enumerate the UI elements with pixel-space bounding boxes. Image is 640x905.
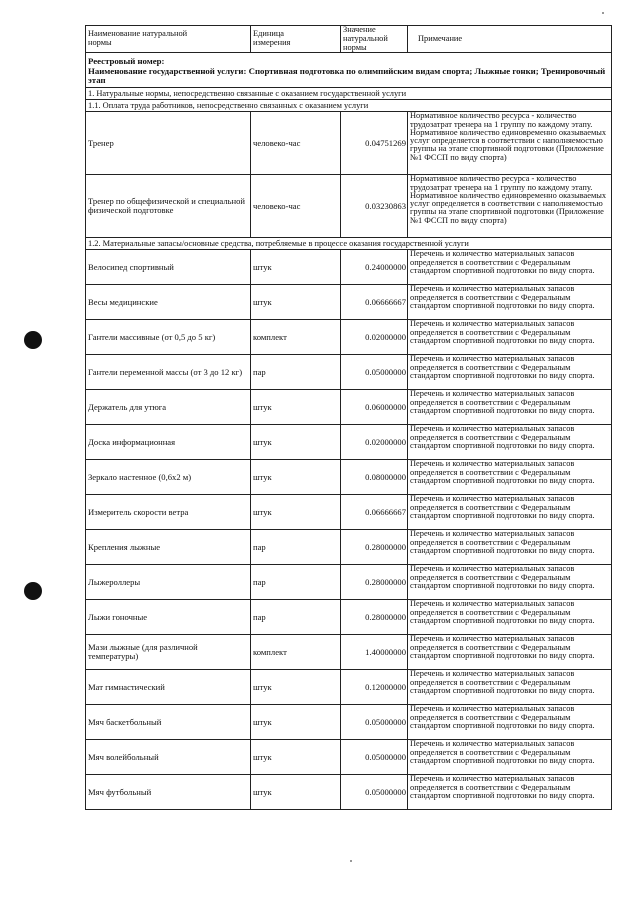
- table-row: [86, 775, 612, 810]
- row-unit: штук: [251, 670, 341, 705]
- header-value: Значение натуральной нормы: [341, 26, 408, 53]
- row-value: 0.03230863: [341, 175, 408, 238]
- table-row: [86, 705, 612, 740]
- row-note: Перечень и количество материальных запасов определяется в соответствии с Федеральным стандартом спортивной подготовки по виду спорта.: [408, 250, 612, 285]
- row-note: Перечень и количество материальных запасов определяется в соответствии с Федеральным стандартом спортивной подготовки по виду спорта.: [408, 635, 612, 670]
- row-value: 0.06000000: [341, 390, 408, 425]
- registry-number: Реестровый номер:: [88, 56, 165, 67]
- row-unit: человеко-час: [251, 175, 341, 238]
- row-value: 0.05000000: [341, 355, 408, 390]
- row-value: 1.40000000: [341, 635, 408, 670]
- norms-document: [85, 25, 611, 810]
- row-value: 0.08000000: [341, 460, 408, 495]
- table-row: [86, 355, 612, 390]
- scan-speck: [602, 12, 604, 14]
- header-name: Наименование натуральной нормы: [86, 26, 251, 53]
- row-name: Тренер: [86, 112, 251, 175]
- row-name: Велосипед спортивный: [86, 250, 251, 285]
- row-note: Перечень и количество материальных запасов определяется в соответствии с Федеральным стандартом спортивной подготовки по виду спорта.: [408, 705, 612, 740]
- row-name: Лыжи гоночные: [86, 600, 251, 635]
- table-row: [86, 425, 612, 460]
- row-unit: комплект: [251, 320, 341, 355]
- row-unit: пар: [251, 355, 341, 390]
- header-unit: Единица измерения: [251, 26, 341, 53]
- row-unit: штук: [251, 250, 341, 285]
- row-note: Перечень и количество материальных запасов определяется в соответствии с Федеральным стандартом спортивной подготовки по виду спорта.: [408, 740, 612, 775]
- row-value: 0.06666667: [341, 495, 408, 530]
- row-note: Перечень и количество материальных запасов определяется в соответствии с Федеральным стандартом спортивной подготовки по виду спорта.: [408, 530, 612, 565]
- norms-table: [85, 25, 612, 810]
- row-value: 0.05000000: [341, 705, 408, 740]
- row-note: Перечень и количество материальных запасов определяется в соответствии с Федеральным стандартом спортивной подготовки по виду спорта.: [408, 460, 612, 495]
- table-row: [86, 460, 612, 495]
- row-note: Перечень и количество материальных запасов определяется в соответствии с Федеральным стандартом спортивной подготовки по виду спорта.: [408, 600, 612, 635]
- row-note: Перечень и количество материальных запасов определяется в соответствии с Федеральным стандартом спортивной подготовки по виду спорта.: [408, 285, 612, 320]
- row-unit: комплект: [251, 635, 341, 670]
- row-name: Доска информационная: [86, 425, 251, 460]
- table-row: [86, 600, 612, 635]
- row-name: Мяч баскетбольный: [86, 705, 251, 740]
- table-header-row: [86, 26, 612, 53]
- row-value: 0.28000000: [341, 565, 408, 600]
- row-unit: штук: [251, 460, 341, 495]
- row-unit: штук: [251, 425, 341, 460]
- row-unit: штук: [251, 775, 341, 810]
- section-1-title: 1. Натуральные нормы, непосредственно связанные с оказанием государственной услуги: [86, 88, 612, 100]
- row-name: Гантели массивные (от 0,5 до 5 кг): [86, 320, 251, 355]
- table-row: [86, 495, 612, 530]
- row-unit: штук: [251, 495, 341, 530]
- row-name: Мази лыжные (для различной температуры): [86, 635, 251, 670]
- scan-speck: [350, 860, 352, 862]
- row-note: Перечень и количество материальных запасов определяется в соответствии с Федеральным стандартом спортивной подготовки по виду спорта.: [408, 495, 612, 530]
- table-row: [86, 285, 612, 320]
- section-row: [86, 238, 612, 250]
- header-note: Примечание: [408, 26, 612, 53]
- row-name: Лыжероллеры: [86, 565, 251, 600]
- row-note: Перечень и количество материальных запасов определяется в соответствии с Федеральным стандартом спортивной подготовки по виду спорта.: [408, 355, 612, 390]
- row-note: Перечень и количество материальных запасов определяется в соответствии с Федеральным стандартом спортивной подготовки по виду спорта.: [408, 565, 612, 600]
- row-unit: штук: [251, 740, 341, 775]
- table-row: [86, 635, 612, 670]
- row-note: Перечень и количество материальных запасов определяется в соответствии с Федеральным стандартом спортивной подготовки по виду спорта.: [408, 390, 612, 425]
- row-value: 0.06666667: [341, 285, 408, 320]
- row-value: 0.02000000: [341, 425, 408, 460]
- row-value: 0.05000000: [341, 740, 408, 775]
- row-name: Держатель для утюга: [86, 390, 251, 425]
- table-row: [86, 390, 612, 425]
- row-name: Мат гимнастический: [86, 670, 251, 705]
- registry-cell: [86, 53, 612, 88]
- row-note: Перечень и количество материальных запасов определяется в соответствии с Федеральным стандартом спортивной подготовки по виду спорта.: [408, 775, 612, 810]
- service-name: Наименование государственной услуги: Спортивная подготовка по олимпийским видам спорта; Лыжные гонки; Тренировочный этап: [88, 65, 606, 85]
- section-1-2-title: 1.2. Материальные запасы/основные средства, потребляемые в процессе оказания государственной услуги: [86, 238, 612, 250]
- section-1-1-title: 1.1. Оплата труда работников, непосредственно связанных с оказанием услуги: [86, 100, 612, 112]
- row-note: Нормативное количество ресурса - количество трудозатрат тренера на 1 группу по каждому этапу. Нормативное количество единовременно оказываемых услуг определяется в соответствии с наполняемостью группы на этапе спортивной подготовки (Приложение №1 ФССП по виду спорта): [408, 175, 612, 238]
- row-name: Мяч футбольный: [86, 775, 251, 810]
- row-value: 0.05000000: [341, 775, 408, 810]
- row-unit: пар: [251, 530, 341, 565]
- row-value: 0.28000000: [341, 600, 408, 635]
- row-unit: пар: [251, 565, 341, 600]
- section-row: [86, 88, 612, 100]
- row-note: Перечень и количество материальных запасов определяется в соответствии с Федеральным стандартом спортивной подготовки по виду спорта.: [408, 320, 612, 355]
- punch-hole-lower: [24, 582, 42, 600]
- row-value: 0.12000000: [341, 670, 408, 705]
- row-value: 0.28000000: [341, 530, 408, 565]
- row-note: Перечень и количество материальных запасов определяется в соответствии с Федеральным стандартом спортивной подготовки по виду спорта.: [408, 670, 612, 705]
- table-row: [86, 320, 612, 355]
- row-value: 0.24000000: [341, 250, 408, 285]
- row-unit: штук: [251, 390, 341, 425]
- row-name: Гантели переменной массы (от 3 до 12 кг): [86, 355, 251, 390]
- row-value: 0.02000000: [341, 320, 408, 355]
- row-unit: пар: [251, 600, 341, 635]
- table-row: [86, 740, 612, 775]
- row-unit: штук: [251, 285, 341, 320]
- row-note: Перечень и количество материальных запасов определяется в соответствии с Федеральным стандартом спортивной подготовки по виду спорта.: [408, 425, 612, 460]
- row-unit: штук: [251, 705, 341, 740]
- table-row: [86, 175, 612, 238]
- table-row: [86, 250, 612, 285]
- row-name: Мяч волейбольный: [86, 740, 251, 775]
- row-note: Нормативное количество ресурса - количество трудозатрат тренера на 1 группу по каждому этапу. Нормативное количество единовременно оказываемых услуг определяется в соответствии с наполняемостью группы на этапе спортивной подготовки (Приложение №1 ФССП по виду спорта): [408, 112, 612, 175]
- row-name: Тренер по общефизической и специальной физической подготовке: [86, 175, 251, 238]
- registry-row: [86, 53, 612, 88]
- row-unit: человеко-час: [251, 112, 341, 175]
- table-row: [86, 670, 612, 705]
- section-row: [86, 100, 612, 112]
- row-name: Весы медицинские: [86, 285, 251, 320]
- row-value: 0.04751269: [341, 112, 408, 175]
- row-name: Крепления лыжные: [86, 530, 251, 565]
- table-row: [86, 530, 612, 565]
- punch-hole-upper: [24, 331, 42, 349]
- table-row: [86, 112, 612, 175]
- row-name: Измеритель скорости ветра: [86, 495, 251, 530]
- row-name: Зеркало настенное (0,6х2 м): [86, 460, 251, 495]
- table-row: [86, 565, 612, 600]
